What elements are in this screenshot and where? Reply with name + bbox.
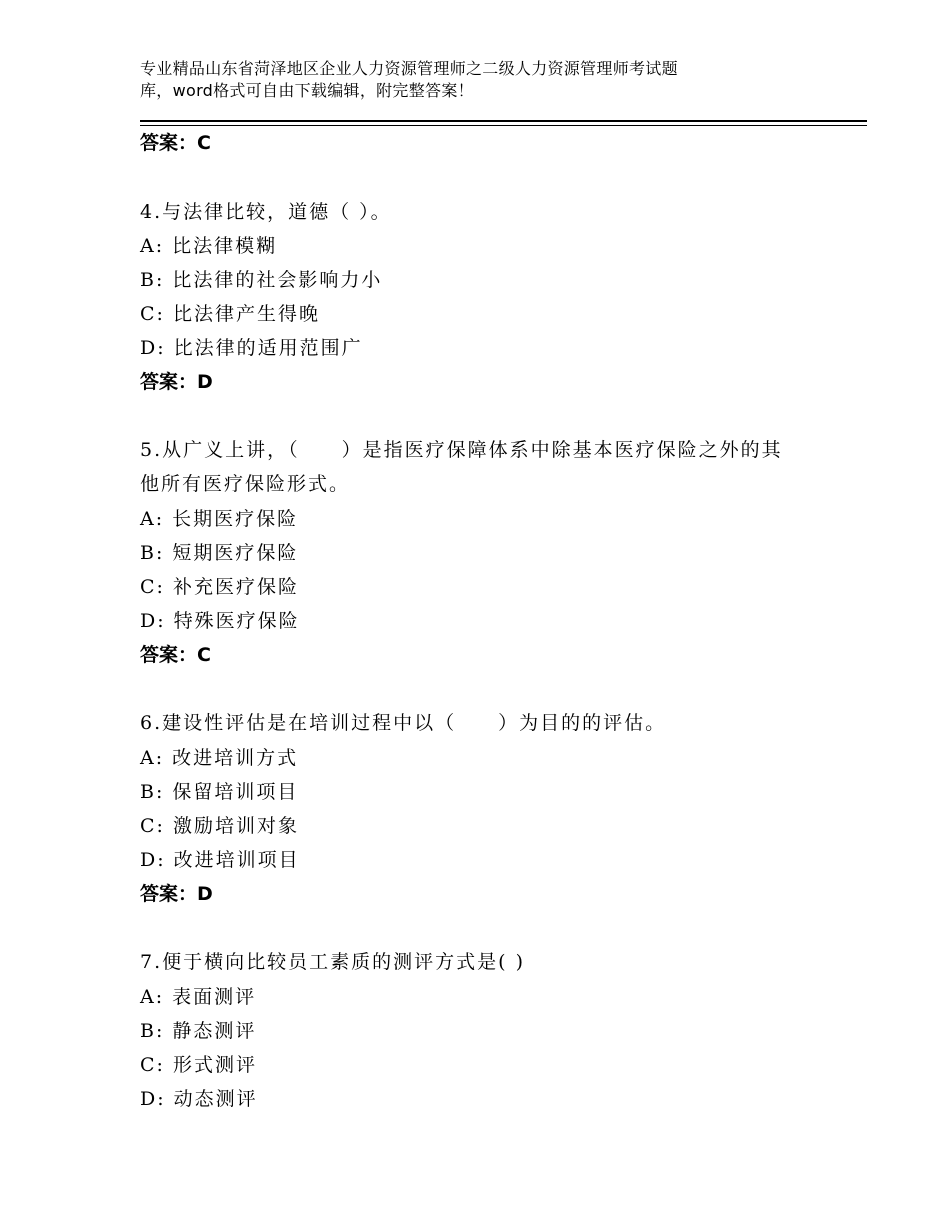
question-7-option-b: B: 静态测评 — [140, 1020, 257, 1042]
question-4-option-a: A: 比法律模糊 — [140, 235, 278, 257]
question-5-stem: 5.从广义上讲，（ ）是指医疗保障体系中除基本医疗保险之外的其他所有医疗保险形式。 — [140, 439, 783, 495]
question-6-answer: 答案：D — [140, 883, 213, 905]
question-6-option-c: C: 激励培训对象 — [140, 815, 299, 837]
question-7-stem: 7.便于横向比较员工素质的测评方式是( ) — [140, 951, 525, 973]
question-7-option-a: A: 表面测评 — [140, 986, 257, 1008]
header-divider-thin — [140, 125, 867, 126]
question-5-option-d: D: 特殊医疗保险 — [140, 610, 300, 632]
question-4-stem: 4.与法律比较，道德（ ）。 — [140, 201, 392, 223]
header-line-2: 库，word格式可自由下载编辑，附完整答案！ — [140, 81, 474, 100]
question-5-option-b: B: 短期医疗保险 — [140, 542, 299, 564]
question-4-option-c: C: 比法律产生得晚 — [140, 303, 320, 325]
header-line-1: 专业精品山东省菏泽地区企业人力资源管理师之二级人力资源管理师考试题 — [140, 59, 678, 78]
document-header — [140, 58, 840, 102]
question-6-option-a: A: 改进培训方式 — [140, 747, 299, 769]
question-4-option-d: D: 比法律的适用范围广 — [140, 337, 363, 359]
question-4-option-b: B: 比法律的社会影响力小 — [140, 269, 383, 291]
question-4-answer: 答案：D — [140, 371, 213, 393]
question-5-option-a: A: 长期医疗保险 — [140, 508, 299, 530]
question-6-option-d: D: 改进培训项目 — [140, 849, 300, 871]
answer-previous: 答案：C — [140, 132, 211, 154]
question-7-option-d: D: 动态测评 — [140, 1088, 258, 1110]
question-6-option-b: B: 保留培训项目 — [140, 781, 299, 803]
question-7-option-c: C: 形式测评 — [140, 1054, 257, 1076]
header-divider-thick — [140, 120, 867, 122]
question-5-answer: 答案：C — [140, 644, 211, 666]
question-5-option-c: C: 补充医疗保险 — [140, 576, 299, 598]
question-6-stem: 6.建设性评估是在培训过程中以（ ）为目的的评估。 — [140, 712, 667, 734]
